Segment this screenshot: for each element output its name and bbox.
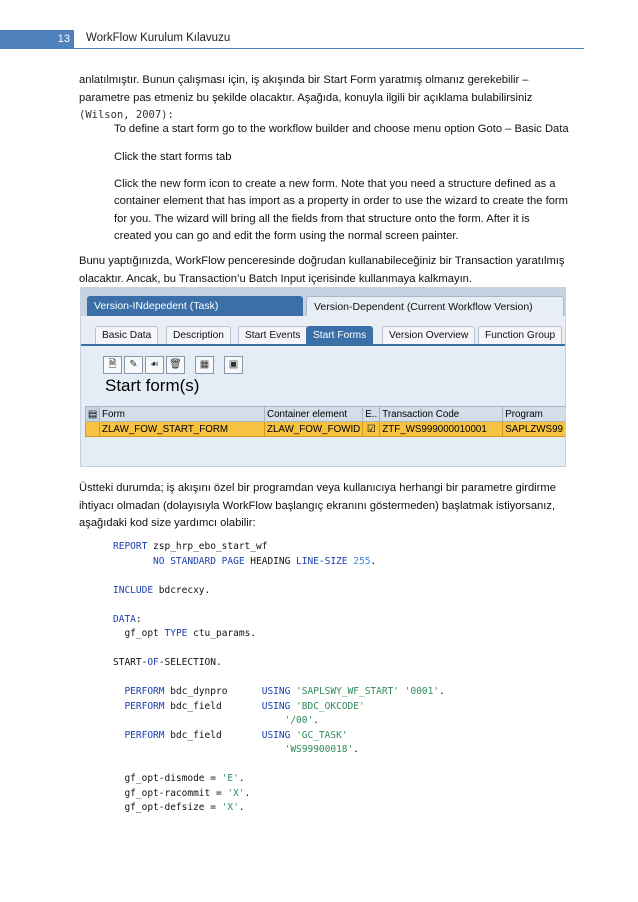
- code-text: zsp_hrp_ebo_start_wf: [147, 541, 268, 552]
- tab-start-forms[interactable]: Start Forms: [306, 326, 373, 344]
- code-keyword: DATA: [113, 613, 136, 625]
- table-row[interactable]: [86, 422, 567, 437]
- code-text: :: [135, 613, 142, 625]
- code-text: gf_opt-racommit =: [124, 787, 228, 799]
- code-text: .: [238, 773, 245, 784]
- code-keyword: OF: [147, 657, 159, 668]
- code-text: gf_opt-defsize =: [124, 802, 222, 813]
- code-text: bdcrecxy.: [153, 584, 211, 596]
- code-number: 255: [353, 555, 371, 567]
- code-text: .: [313, 715, 319, 726]
- tab-function-group[interactable]: Function Group: [478, 326, 562, 344]
- transaction-icon[interactable]: ▣: [224, 356, 243, 374]
- cell-container[interactable]: ZLAW_FOW_FOWID: [265, 422, 363, 437]
- top-tab-bar: [81, 288, 565, 316]
- edit-icon[interactable]: ✎: [124, 356, 143, 374]
- import-checkbox-icon[interactable]: ☑: [363, 422, 380, 437]
- code-text: ctu_params.: [187, 628, 257, 639]
- tab-description[interactable]: Description: [166, 326, 231, 344]
- cell-program[interactable]: SAPLZWS99: [503, 422, 566, 437]
- code-text: -SELECTION.: [158, 657, 222, 668]
- code-string: 'WS99900018': [284, 744, 354, 755]
- column-header-form[interactable]: Form: [100, 407, 265, 422]
- code-text: .: [244, 787, 251, 799]
- section-title: Start form(s): [105, 376, 200, 395]
- row-selector[interactable]: [86, 422, 100, 437]
- code-text: bdc_field: [164, 729, 262, 741]
- form-toolbar: [103, 356, 243, 374]
- code-text: gf_opt: [124, 628, 165, 639]
- start-forms-panel: [81, 346, 565, 467]
- new-form-icon[interactable]: 🗎: [103, 356, 122, 374]
- code-string: 'SAPLSWY_WF_START': [296, 686, 400, 697]
- table-header-row: [86, 407, 567, 422]
- paragraph-2: Bunu yaptığınızda, WorkFlow penceresinde doğrudan kullanabileceğiniz bir Transaction yaratılmış olacaktır. Ancak, bu Transaction’u Batch Input içerisinde kullanmaya kalkmayın.: [79, 255, 565, 285]
- code-string: '/00': [284, 715, 314, 726]
- code-keyword: USING: [261, 729, 291, 741]
- code-string: 'BDC_OKCODE': [296, 700, 365, 712]
- code-keyword: USING: [261, 700, 291, 712]
- document-title: WorkFlow Kurulum Kılavuzu: [86, 32, 231, 44]
- delete-icon[interactable]: 🗑: [166, 356, 185, 374]
- code-string: 'X': [227, 787, 245, 799]
- start-forms-table: [85, 406, 566, 437]
- column-header-program[interactable]: Program: [503, 407, 566, 422]
- quote-line-1: To define a start form go to the workflow builder and choose menu option Goto – Basic Data: [114, 123, 569, 135]
- code-text: HEADING: [244, 555, 297, 567]
- cell-form[interactable]: ZLAW_FOW_START_FORM: [100, 422, 265, 437]
- code-keyword: PERFORM: [124, 700, 165, 712]
- intro-text: anlatılmıştır. Bunun çalışması için, iş akışında bir Start Form yaratmış olmanız gerekebilir – parametre pas etmeniz bu şekilde olacaktır. Aşağıda, konuyla ilgili bir açıklama bulabilirsiniz: [79, 74, 533, 104]
- citation: (Wilson, 2007):: [79, 109, 174, 121]
- code-string: 'GC_TASK': [296, 729, 348, 741]
- code-string: '0001': [404, 686, 440, 697]
- code-text: bdc_field: [164, 700, 262, 712]
- screen-painter-icon[interactable]: ▦: [195, 356, 214, 374]
- code-text: START-: [113, 657, 148, 668]
- column-header-transaction[interactable]: Transaction Code: [380, 407, 503, 422]
- code-text: .: [353, 744, 359, 755]
- code-text: bdc_dynpro: [164, 686, 262, 697]
- quote-line-3: Click the new form icon to create a new form. Note that you need a structure defined as a container element that has import as a property in order to use the wizard to create the form for you. The wizard will bring all the fields from that structure onto the form. After it is created you can go and edit the form using the normal screen painter.: [114, 178, 568, 242]
- paragraph-3: Üstteki durumda; iş akışını özel bir programdan veya kullanıcıya herhangi bir parametre girdirme ihtiyacı olmadan (dolayısıyla WorkFlow başlangıç ekranını göstermeden) başlatmak istiyorsanız, aşağıdaki kod size yardımcı olabilir:: [79, 482, 556, 529]
- page-header: [0, 30, 638, 50]
- code-text: .: [238, 802, 245, 813]
- display-icon[interactable]: ☙: [145, 356, 164, 374]
- code-keyword: REPORT: [113, 541, 148, 552]
- toolbar-separator: [216, 356, 222, 374]
- code-keyword: NO STANDARD PAGE: [153, 555, 245, 567]
- toolbar-separator: [187, 356, 193, 374]
- column-header-e[interactable]: E..: [363, 407, 380, 422]
- tab-start-events[interactable]: Start Events: [238, 326, 308, 344]
- column-header-container[interactable]: Container element: [265, 407, 363, 422]
- code-text: gf_opt-dismode =: [124, 773, 222, 784]
- code-keyword: TYPE: [164, 628, 188, 639]
- code-string: 'E': [221, 773, 239, 784]
- tab-version-dependent[interactable]: Version-Dependent (Current Workflow Version): [306, 296, 564, 316]
- row-select-all-icon[interactable]: ▤: [86, 407, 100, 422]
- page-number: 13: [0, 30, 74, 49]
- header-rule: [74, 48, 584, 49]
- code-keyword: LINE-SIZE: [296, 555, 348, 567]
- intro-paragraph: [79, 72, 574, 125]
- code-keyword: PERFORM: [124, 686, 165, 697]
- code-block: [113, 540, 445, 816]
- code-keyword: PERFORM: [124, 729, 165, 741]
- code-keyword: INCLUDE: [113, 584, 154, 596]
- code-text: .: [439, 686, 445, 697]
- sap-screenshot: [80, 287, 566, 467]
- tab-basic-data[interactable]: Basic Data: [95, 326, 158, 344]
- tab-version-overview[interactable]: Version Overview: [382, 326, 475, 344]
- code-keyword: USING: [261, 686, 291, 697]
- tab-version-independent[interactable]: Version-INdepedent (Task): [87, 296, 303, 316]
- quote-line-2: Click the start forms tab: [114, 151, 232, 163]
- cell-transaction[interactable]: ZTF_WS999000010001: [380, 422, 503, 437]
- sub-tab-bar: [81, 316, 565, 346]
- code-text: .: [370, 555, 377, 567]
- code-string: 'X': [221, 802, 239, 813]
